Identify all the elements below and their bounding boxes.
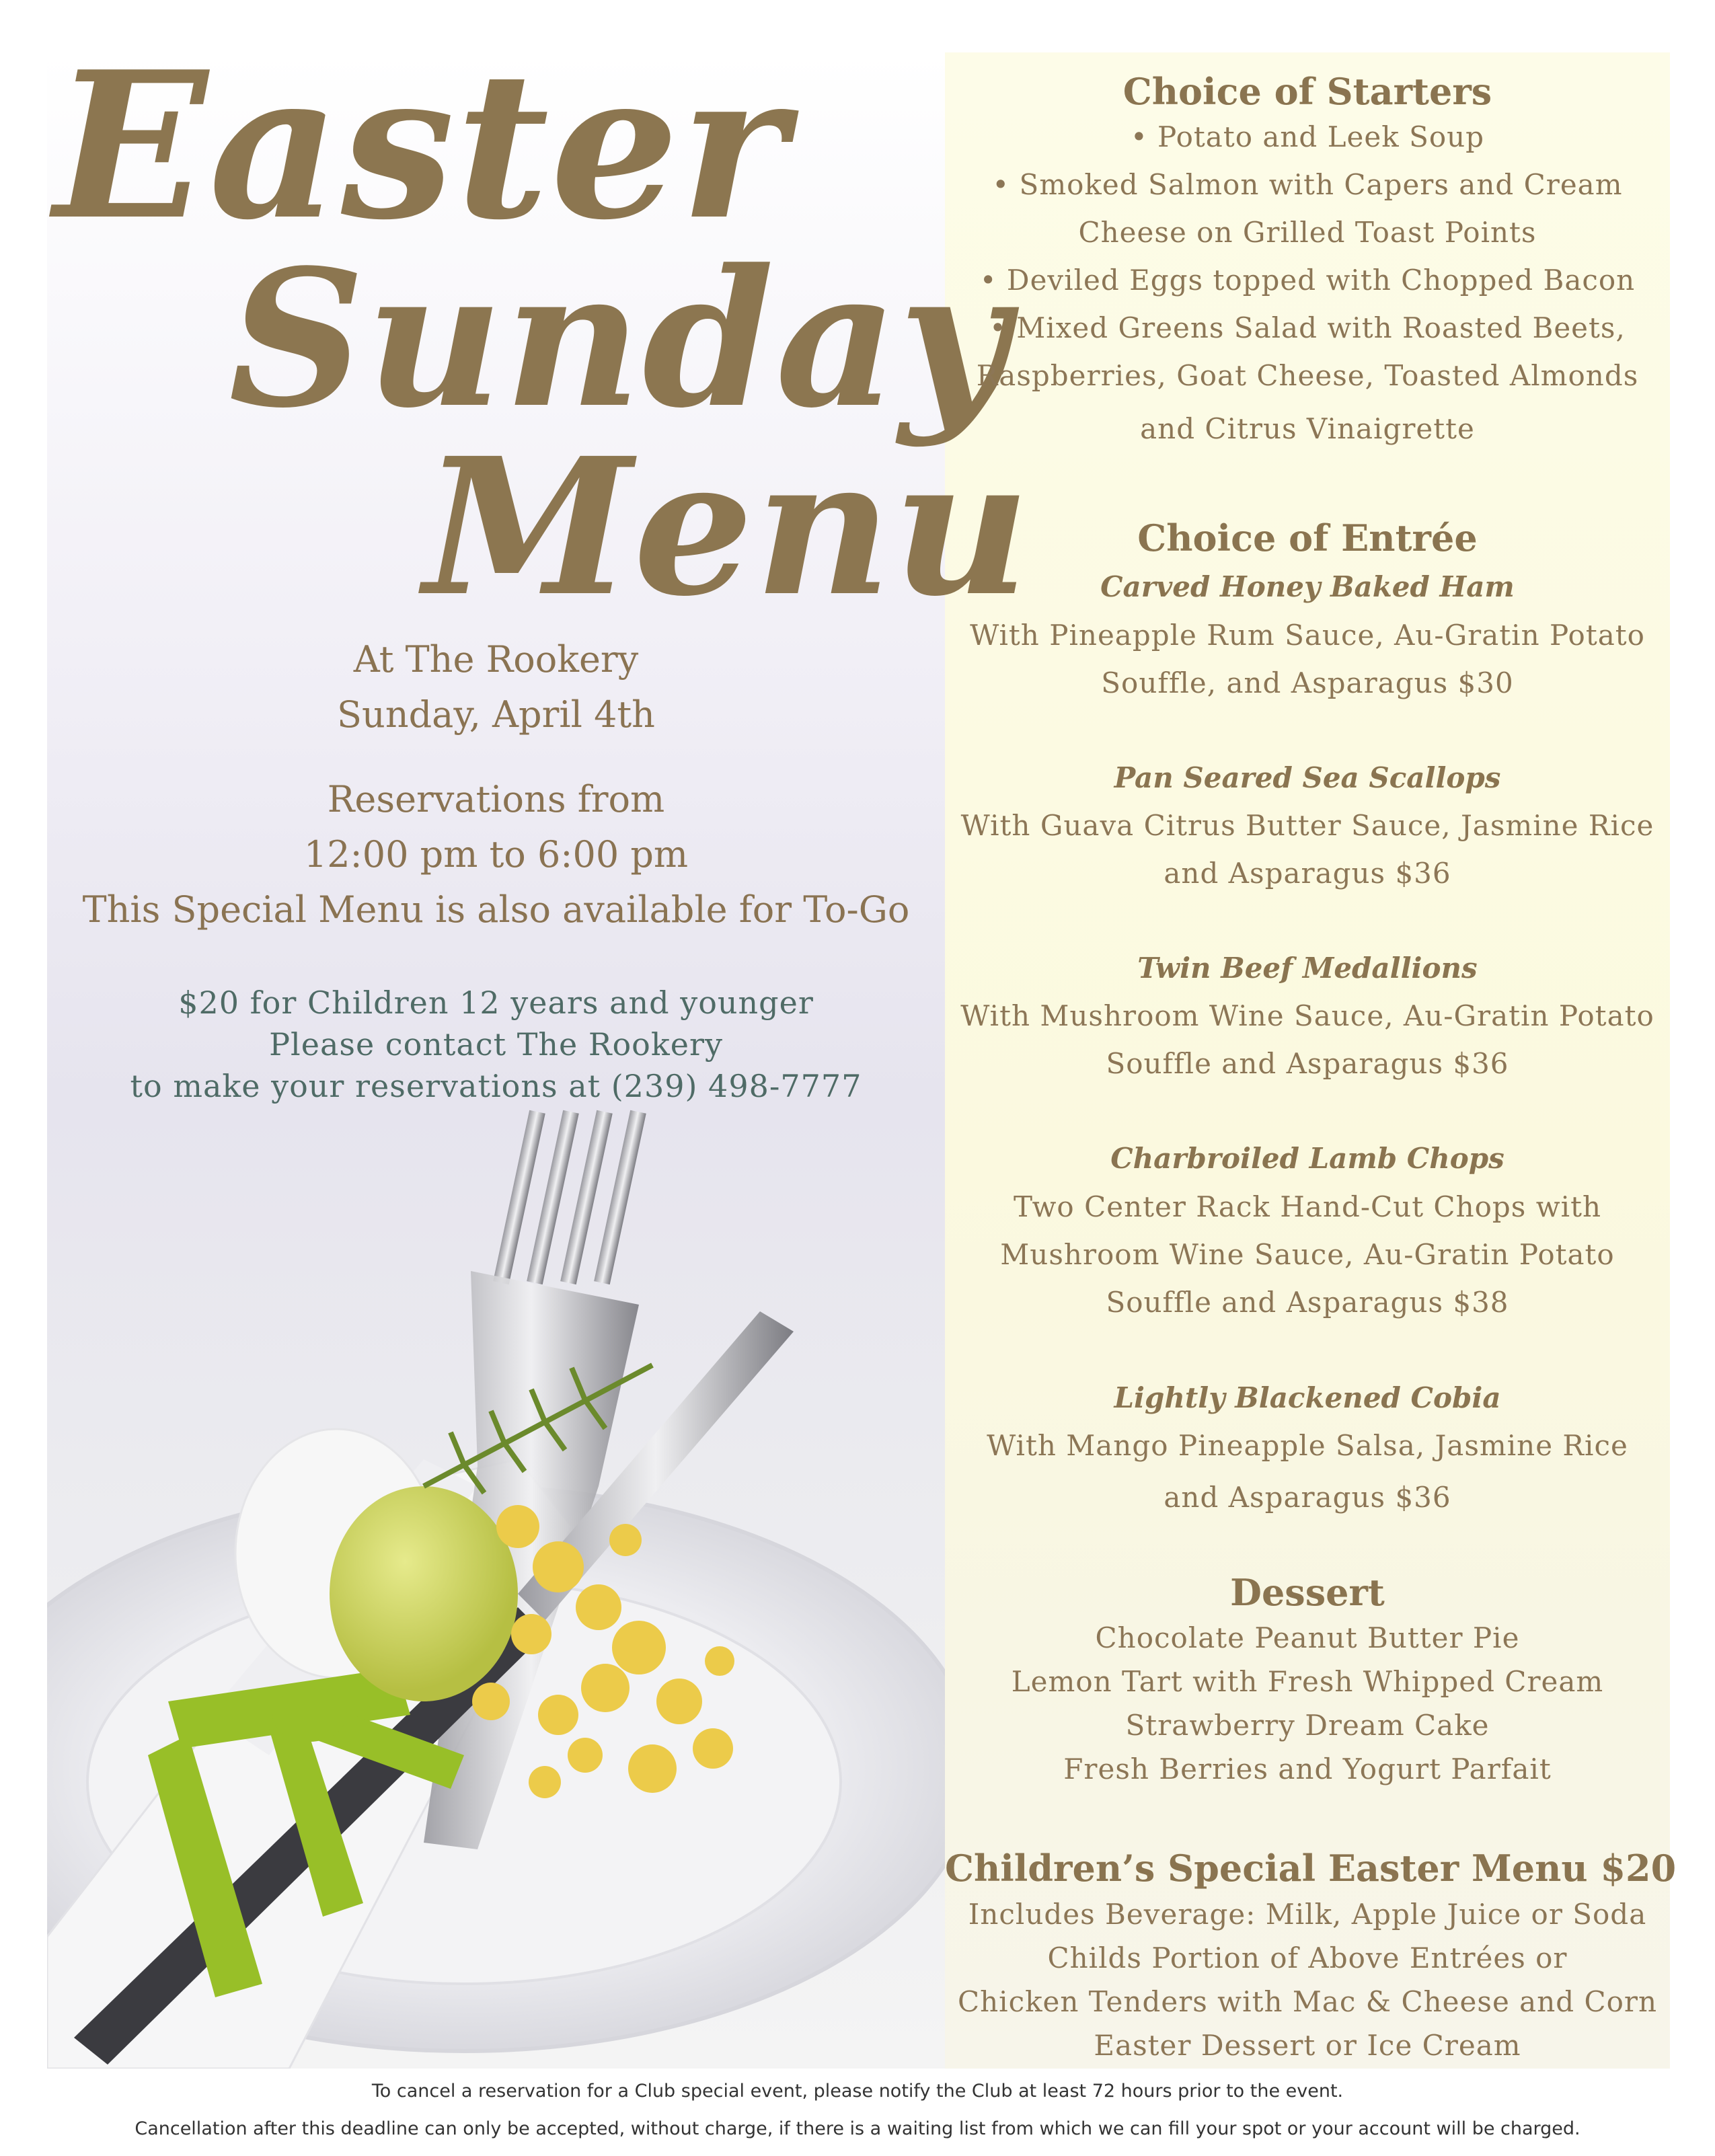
children-menu-line: Childs Portion of Above Entrées or xyxy=(1047,1941,1568,1974)
cancellation-policy-line: Cancellation after this deadline can only be accepted, without charge, if there is a waiting list from which we can fill your spot or your account will be charged. xyxy=(135,2118,1580,2139)
entree-desc: With Guava Citrus Butter Sauce, Jasmine Rice xyxy=(960,809,1654,842)
cancellation-policy-line: To cancel a reservation for a Club special event, please notify the Club at least 72 hours prior to the event. xyxy=(371,2081,1344,2102)
phone: to make your reservations at (239) 498-7777 xyxy=(130,1068,862,1104)
entree-heading: Choice of Entrée xyxy=(1137,516,1478,560)
children-menu-line: Easter Dessert or Ice Cream xyxy=(1094,2029,1521,2062)
entree-desc: Souffle, and Asparagus $30 xyxy=(1101,666,1514,699)
starters-heading: Choice of Starters xyxy=(1122,70,1492,113)
starter-line: • Potato and Leek Soup xyxy=(1130,120,1485,153)
reservations-from: Reservations from xyxy=(327,778,665,820)
children-menu-heading: Children’s Special Easter Menu $20 xyxy=(945,1847,1677,1890)
dessert-item: Chocolate Peanut Butter Pie xyxy=(1095,1621,1520,1654)
dessert-heading: Dessert xyxy=(1230,1571,1385,1614)
children-menu-line: Chicken Tenders with Mac & Cheese and Corn xyxy=(957,1985,1658,2018)
entree-name: Carved Honey Baked Ham xyxy=(1100,570,1515,603)
starter-line: • Mixed Greens Salad with Roasted Beets, xyxy=(989,311,1626,344)
starter-line: and Citrus Vinaigrette xyxy=(1140,412,1475,445)
entree-desc: Two Center Rack Hand-Cut Chops with xyxy=(1013,1190,1602,1223)
hours: 12:00 pm to 6:00 pm xyxy=(303,833,689,876)
entree-desc: With Mushroom Wine Sauce, Au-Gratin Potato xyxy=(960,999,1654,1032)
togo-note: This Special Menu is also available for To-Go xyxy=(82,888,910,931)
entree-name: Charbroiled Lamb Chops xyxy=(1110,1142,1504,1175)
event-location-date xyxy=(47,632,945,742)
starter-line: • Deviled Eggs topped with Chopped Bacon xyxy=(979,264,1636,297)
starter-line: Raspberries, Goat Cheese, Toasted Almonds xyxy=(976,359,1639,392)
entree-desc: Mushroom Wine Sauce, Au-Gratin Potato xyxy=(1000,1238,1615,1271)
starter-line: Cheese on Grilled Toast Points xyxy=(1078,216,1537,249)
entree-name: Lightly Blackened Cobia xyxy=(1114,1381,1501,1414)
children-contact xyxy=(47,982,945,1107)
dessert-item: Fresh Berries and Yogurt Parfait xyxy=(1063,1753,1552,1785)
contact: Please contact The Rookery xyxy=(269,1026,723,1063)
children-menu-line: Includes Beverage: Milk, Apple Juice or Soda xyxy=(968,1898,1647,1931)
location: At The Rookery xyxy=(353,638,639,681)
children-price: $20 for Children 12 years and younger xyxy=(178,985,814,1021)
table-setting-illustration xyxy=(47,1110,945,2069)
entree-desc: and Asparagus $36 xyxy=(1164,1481,1451,1514)
reservation-info xyxy=(47,772,945,937)
entree-name: Twin Beef Medallions xyxy=(1137,952,1478,985)
entree-desc: Souffle and Asparagus $36 xyxy=(1106,1047,1509,1080)
title-easter: Easter xyxy=(54,27,788,264)
dessert-item: Strawberry Dream Cake xyxy=(1125,1709,1490,1742)
title-menu: Menu xyxy=(424,417,1032,638)
title-sunday: Sunday xyxy=(229,229,1010,450)
entree-name: Pan Seared Sea Scallops xyxy=(1114,761,1501,794)
dessert-item: Lemon Tart with Fresh Whipped Cream xyxy=(1011,1665,1604,1698)
green-egg-icon xyxy=(330,1486,518,1701)
entree-desc: With Pineapple Rum Sauce, Au-Gratin Potato xyxy=(970,619,1645,652)
starter-line: • Smoked Salmon with Capers and Cream xyxy=(992,168,1623,201)
entree-desc: and Asparagus $36 xyxy=(1164,857,1451,890)
date: Sunday, April 4th xyxy=(337,693,655,736)
entree-desc: With Mango Pineapple Salsa, Jasmine Rice xyxy=(987,1429,1628,1462)
entree-desc: Souffle and Asparagus $38 xyxy=(1106,1286,1509,1319)
